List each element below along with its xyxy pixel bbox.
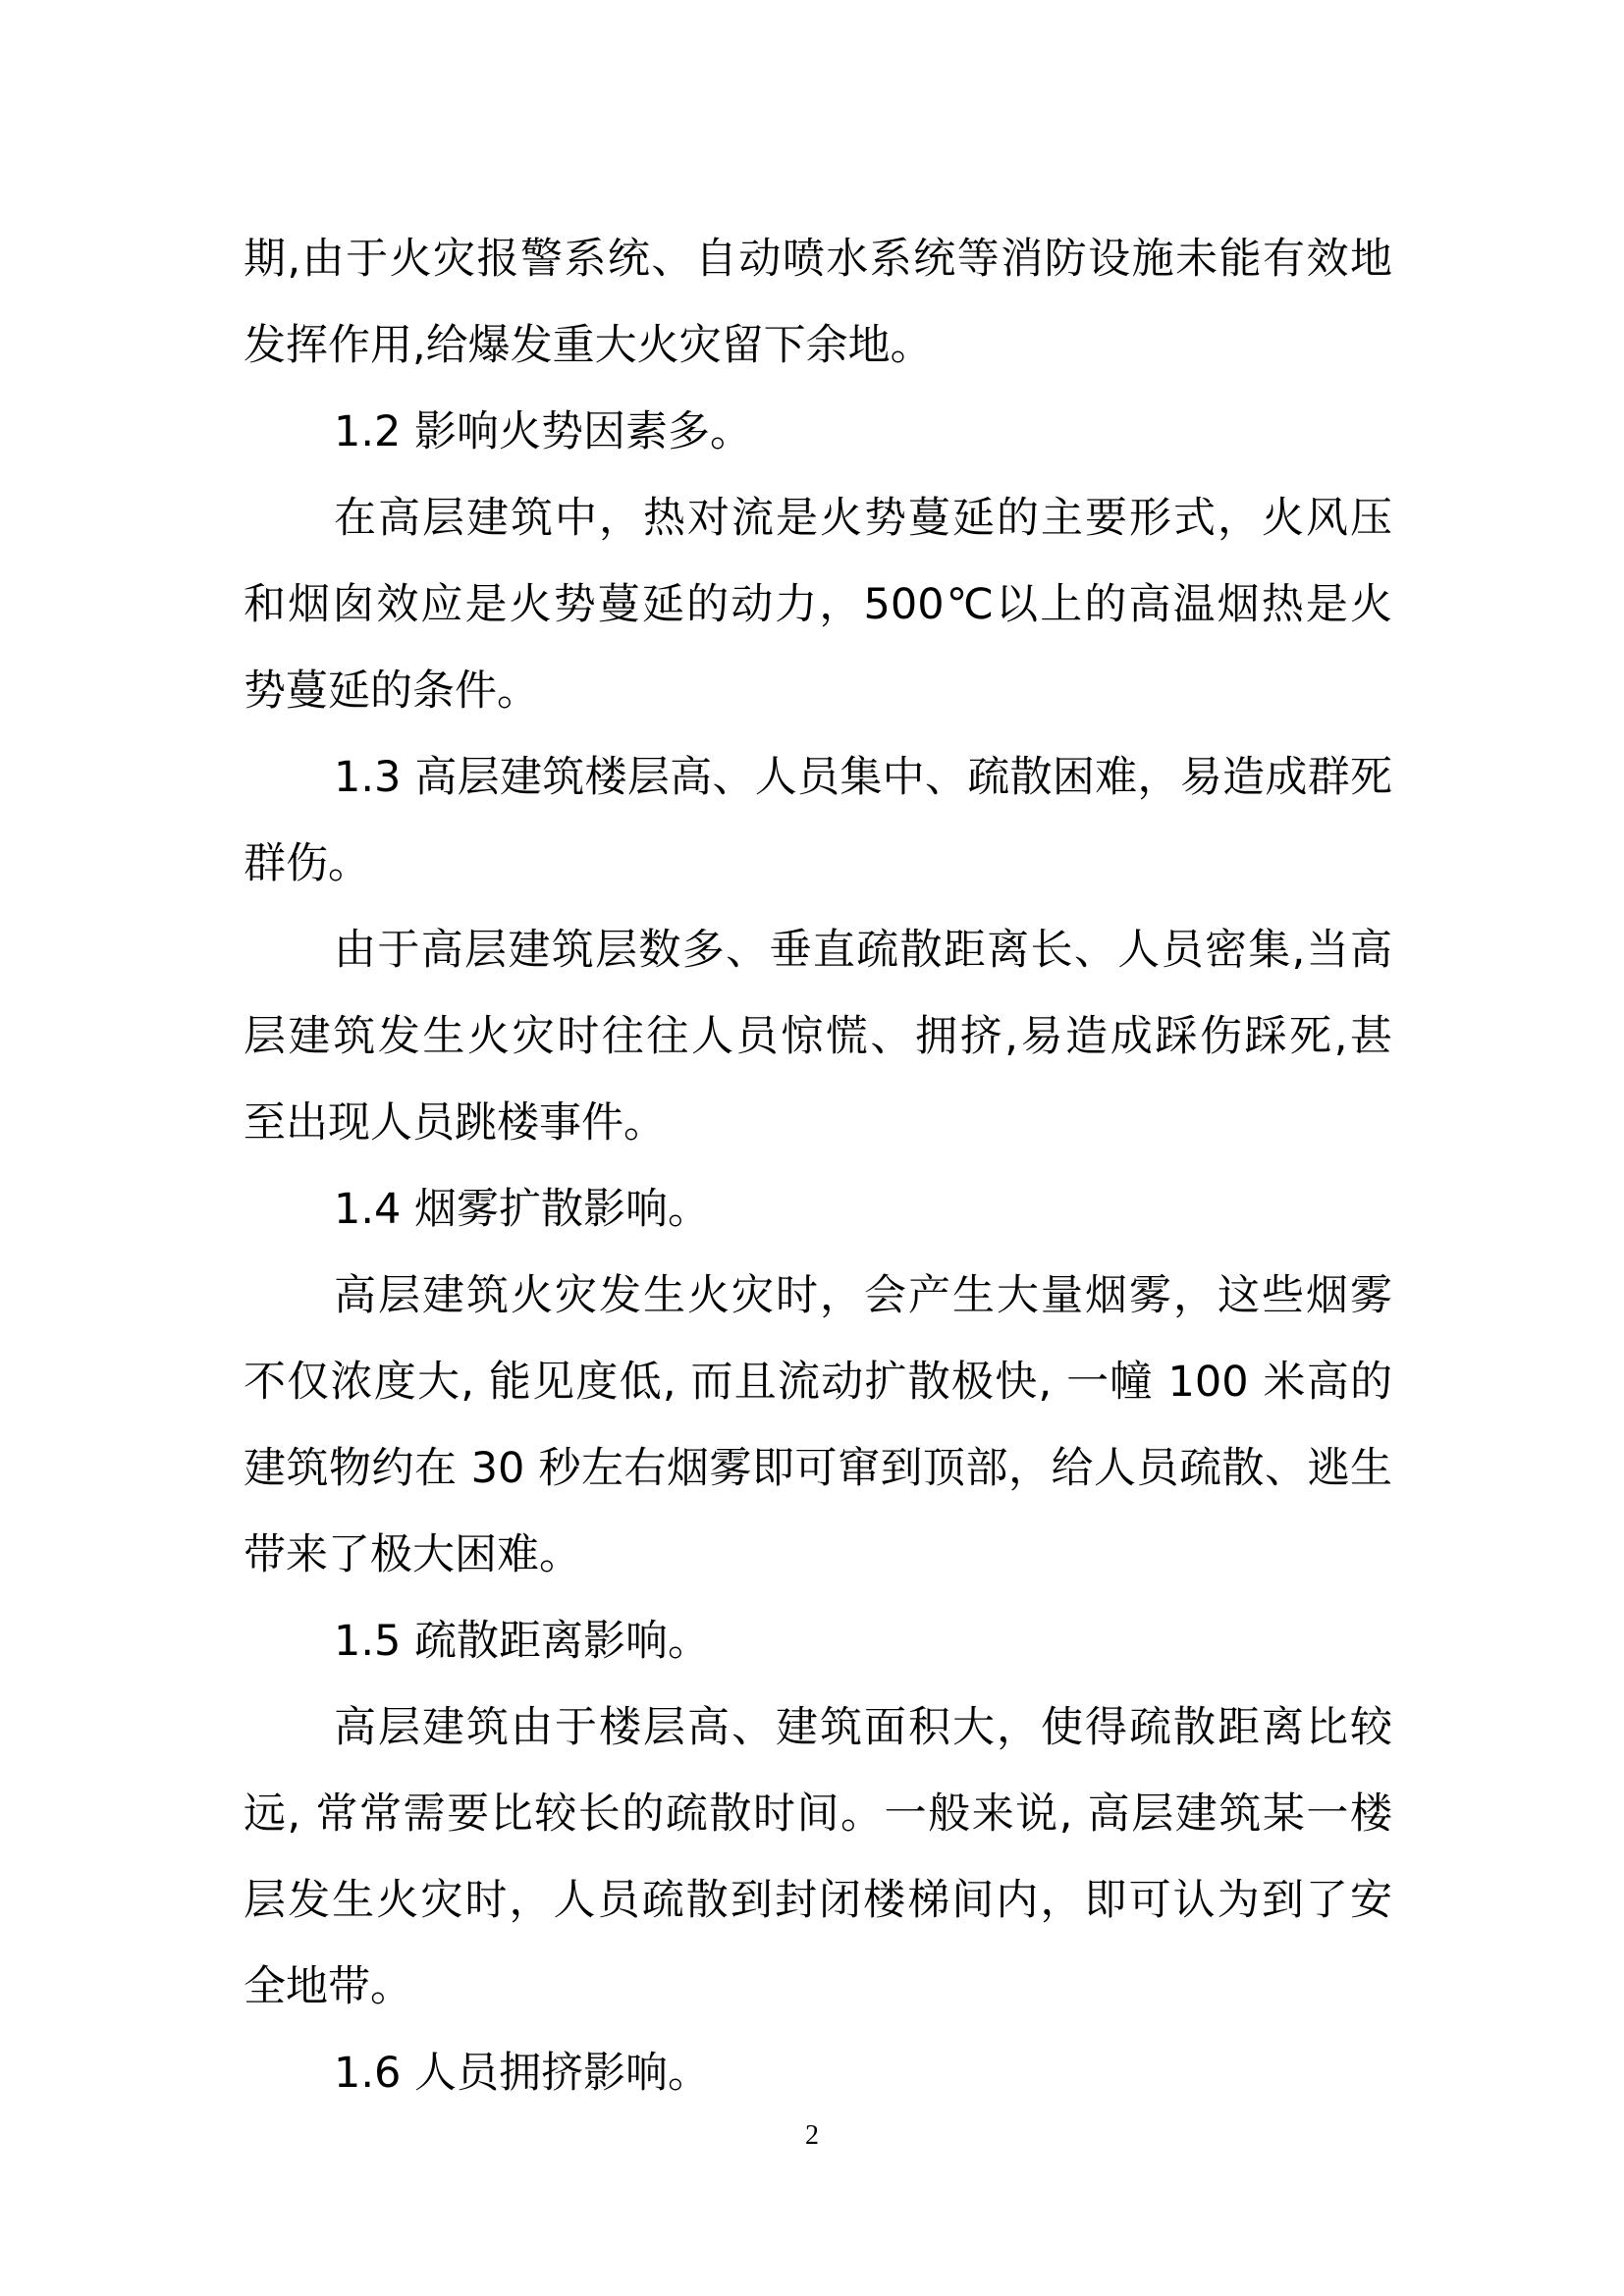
section-heading-1-5: 1.5 疏散距离影响。 xyxy=(334,1617,711,1666)
text-line-8: 群伤。 xyxy=(244,839,370,888)
text-line-15: 建筑物约在 30 秒左右烟雾即可窜到顶部，给人员疏散、逃生 xyxy=(244,1444,1392,1493)
text-line-9: 由于高层建筑层数多、垂直疏散距离长、人员密集,当高 xyxy=(334,926,1392,975)
text-line-5: 和烟囱效应是火势蔓延的动力，500℃以上的高温烟热是火 xyxy=(244,580,1392,629)
text-line-14: 不仅浓度大, 能见度低, 而且流动扩散极快, 一幢 100 米高的 xyxy=(244,1358,1392,1407)
text-line-1: 期,由于火灾报警系统、自动喷水系统等消防设施未能有效地 xyxy=(244,235,1392,284)
section-heading-1-6: 1.6 人员拥挤影响。 xyxy=(334,2049,711,2098)
text-line-18: 高层建筑由于楼层高、建筑面积大，使得疏散距离比较 xyxy=(334,1703,1392,1752)
text-line-4: 在高层建筑中，热对流是火势蔓延的主要形式，火风压 xyxy=(334,494,1392,543)
text-line-19: 远, 常常需要比较长的疏散时间。一般来说, 高层建筑某一楼 xyxy=(244,1789,1392,1839)
text-line-10: 层建筑发生火灾时往往人员惊慌、拥挤,易造成踩伤踩死,甚 xyxy=(244,1012,1392,1061)
section-heading-1-2: 1.2 影响火势因素多。 xyxy=(334,407,753,456)
page-number: 2 xyxy=(805,2120,819,2151)
text-line-2: 发挥作用,给爆发重大火灾留下余地。 xyxy=(244,321,933,370)
section-heading-1-3: 1.3 高层建筑楼层高、人员集中、疏散困难，易造成群死 xyxy=(334,753,1392,802)
section-heading-1-4: 1.4 烟雾扩散影响。 xyxy=(334,1185,711,1234)
text-line-16: 带来了极大困难。 xyxy=(244,1530,581,1579)
text-line-13: 高层建筑火灾发生火灾时，会产生大量烟雾，这些烟雾 xyxy=(334,1271,1392,1320)
body-text xyxy=(244,216,1392,2116)
text-line-6: 势蔓延的条件。 xyxy=(244,667,539,716)
text-line-21: 全地带。 xyxy=(244,1962,412,2011)
text-line-11: 至出现人员跳楼事件。 xyxy=(244,1098,666,1148)
text-line-20: 层发生火灾时，人员疏散到封闭楼梯间内，即可认为到了安 xyxy=(244,1876,1392,1925)
